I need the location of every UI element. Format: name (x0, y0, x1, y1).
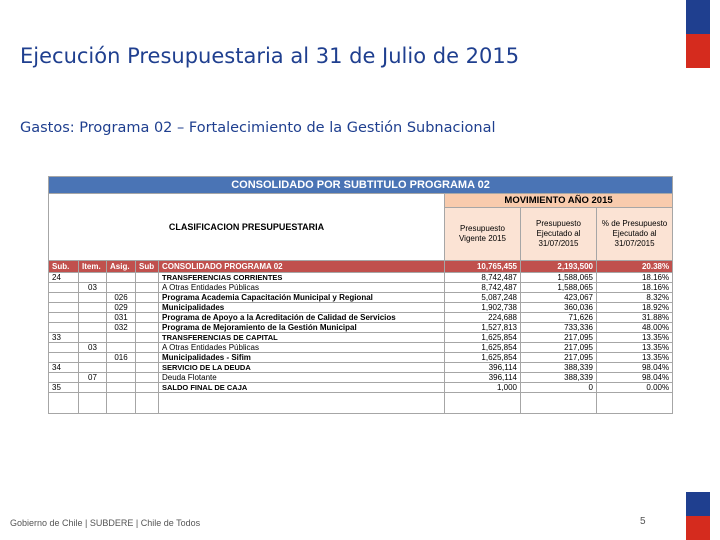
page-subtitle: Gastos: Programa 02 – Fortalecimiento de la Gestión Subnacional (20, 120, 496, 136)
cell-vigente: 1,527,813 (445, 323, 521, 333)
cell-ejecutado: 733,336 (521, 323, 597, 333)
cell-subasig (136, 303, 159, 313)
cell-pct: 98.04% (597, 363, 673, 373)
cell-ejecutado: 388,339 (521, 373, 597, 383)
cell-subasig (136, 333, 159, 343)
cell-pct: 0.00% (597, 383, 673, 393)
col-vigente-header: Presupuesto Vigente 2015 (445, 208, 521, 261)
cell-subasig (136, 373, 159, 383)
cell-description: SERVICIO DE LA DEUDA (159, 363, 445, 373)
cell-sub (49, 303, 79, 313)
cell-asig (107, 363, 136, 373)
cell-item (79, 383, 107, 393)
cell-item (79, 333, 107, 343)
cell-pct: 98.04% (597, 373, 673, 383)
cell-vigente: 1,625,854 (445, 333, 521, 343)
cell-description: Programa de Apoyo a la Acreditación de Calidad de Servicios (159, 313, 445, 323)
cell-description: A Otras Entidades Públicas (159, 343, 445, 353)
table-row (49, 273, 673, 283)
cell-asig: 026 (107, 293, 136, 303)
cell-sub (49, 343, 79, 353)
cell-description: Municipalidades - Sifim (159, 353, 445, 363)
cell-pct: 48.00% (597, 323, 673, 333)
col-pct-header: % de Presupuesto Ejecutado al 31/07/2015 (597, 208, 673, 261)
cell-item (79, 353, 107, 363)
classification-header: CLASIFICACION PRESUPUESTARIA (49, 194, 445, 261)
cell-pct: 8.32% (597, 293, 673, 303)
cell-description: A Otras Entidades Públicas (159, 283, 445, 293)
table-body (49, 273, 673, 393)
cell-subasig (136, 323, 159, 333)
cell-sub (49, 323, 79, 333)
total-pct: 20.38% (597, 261, 673, 273)
cell-asig (107, 373, 136, 383)
cell-pct: 18.92% (597, 303, 673, 313)
cell-asig (107, 283, 136, 293)
cell-asig (107, 343, 136, 353)
movement-header: MOVIMIENTO AÑO 2015 (445, 194, 673, 208)
cell-item (79, 273, 107, 283)
cell-sub (49, 313, 79, 323)
total-vigente: 10,765,455 (445, 261, 521, 273)
cell-item: 03 (79, 343, 107, 353)
cell-subasig (136, 363, 159, 373)
cell-ejecutado: 1,588,065 (521, 283, 597, 293)
total-row (49, 261, 673, 273)
cell-ejecutado: 71,626 (521, 313, 597, 323)
cell-ejecutado: 0 (521, 383, 597, 393)
table-row (49, 303, 673, 313)
col-item-header: Item. (79, 261, 107, 273)
cell-item (79, 293, 107, 303)
cell-vigente: 1,625,854 (445, 343, 521, 353)
table-row (49, 353, 673, 363)
col-ejecutado-header: Presupuesto Ejecutado al 31/07/2015 (521, 208, 597, 261)
cell-pct: 31.88% (597, 313, 673, 323)
table-row (49, 333, 673, 343)
cell-item: 07 (79, 373, 107, 383)
table-row (49, 283, 673, 293)
cell-sub: 34 (49, 363, 79, 373)
cell-ejecutado: 217,095 (521, 353, 597, 363)
cell-description: TRANSFERENCIAS DE CAPITAL (159, 333, 445, 343)
cell-sub (49, 293, 79, 303)
cell-subasig (136, 293, 159, 303)
cell-sub (49, 283, 79, 293)
budget-table (48, 176, 673, 414)
cell-asig (107, 383, 136, 393)
cell-vigente: 8,742,487 (445, 283, 521, 293)
total-label: CONSOLIDADO PROGRAMA 02 (159, 261, 445, 273)
cell-description: Deuda Flotante (159, 373, 445, 383)
cell-asig: 031 (107, 313, 136, 323)
cell-vigente: 5,087,248 (445, 293, 521, 303)
table-row (49, 373, 673, 383)
chile-flag-top (686, 0, 710, 68)
cell-vigente: 396,114 (445, 373, 521, 383)
cell-ejecutado: 360,036 (521, 303, 597, 313)
table-row (49, 343, 673, 353)
cell-subasig (136, 383, 159, 393)
total-ejecutado: 2,193,500 (521, 261, 597, 273)
table-row (49, 313, 673, 323)
table-row (49, 293, 673, 303)
cell-subasig (136, 273, 159, 283)
table-header-row-1 (49, 194, 673, 208)
table-blank-row (49, 393, 673, 414)
cell-item (79, 323, 107, 333)
cell-asig: 032 (107, 323, 136, 333)
cell-asig (107, 333, 136, 343)
cell-asig: 029 (107, 303, 136, 313)
cell-subasig (136, 283, 159, 293)
page-number: 5 (640, 516, 646, 527)
cell-vigente: 1,902,738 (445, 303, 521, 313)
table-row (49, 323, 673, 333)
cell-pct: 13.35% (597, 333, 673, 343)
cell-description: SALDO FINAL DE CAJA (159, 383, 445, 393)
cell-vigente: 224,688 (445, 313, 521, 323)
cell-vigente: 1,625,854 (445, 353, 521, 363)
col-asig-header: Asig. (107, 261, 136, 273)
cell-sub (49, 373, 79, 383)
cell-description: Municipalidades (159, 303, 445, 313)
cell-vigente: 8,742,487 (445, 273, 521, 283)
cell-ejecutado: 388,339 (521, 363, 597, 373)
table-main-header-row (49, 177, 673, 194)
chile-flag-bottom (686, 492, 710, 540)
cell-pct: 13.35% (597, 353, 673, 363)
cell-item (79, 313, 107, 323)
cell-subasig (136, 353, 159, 363)
page-title: Ejecución Presupuestaria al 31 de Julio de 2015 (20, 44, 520, 68)
cell-description: TRANSFERENCIAS CORRIENTES (159, 273, 445, 283)
cell-vigente: 396,114 (445, 363, 521, 373)
col-subasig-header: Sub (136, 261, 159, 273)
cell-vigente: 1,000 (445, 383, 521, 393)
cell-description: Programa Academia Capacitación Municipal y Regional (159, 293, 445, 303)
table-row (49, 363, 673, 373)
cell-item (79, 303, 107, 313)
table-row (49, 383, 673, 393)
cell-ejecutado: 217,095 (521, 333, 597, 343)
cell-subasig (136, 343, 159, 353)
cell-sub: 35 (49, 383, 79, 393)
cell-asig: 016 (107, 353, 136, 363)
cell-pct: 18.16% (597, 283, 673, 293)
cell-item (79, 363, 107, 373)
cell-ejecutado: 217,095 (521, 343, 597, 353)
cell-pct: 13.35% (597, 343, 673, 353)
cell-item: 03 (79, 283, 107, 293)
cell-subasig (136, 313, 159, 323)
cell-sub: 24 (49, 273, 79, 283)
table-main-header: CONSOLIDADO POR SUBTITULO PROGRAMA 02 (49, 177, 673, 194)
cell-ejecutado: 423,067 (521, 293, 597, 303)
cell-sub (49, 353, 79, 363)
col-sub-header: Sub. (49, 261, 79, 273)
cell-asig (107, 273, 136, 283)
cell-pct: 18.16% (597, 273, 673, 283)
cell-description: Programa de Mejoramiento de la Gestión Municipal (159, 323, 445, 333)
cell-sub: 33 (49, 333, 79, 343)
footer-text: Gobierno de Chile | SUBDERE | Chile de Todos (10, 518, 201, 528)
cell-ejecutado: 1,588,065 (521, 273, 597, 283)
